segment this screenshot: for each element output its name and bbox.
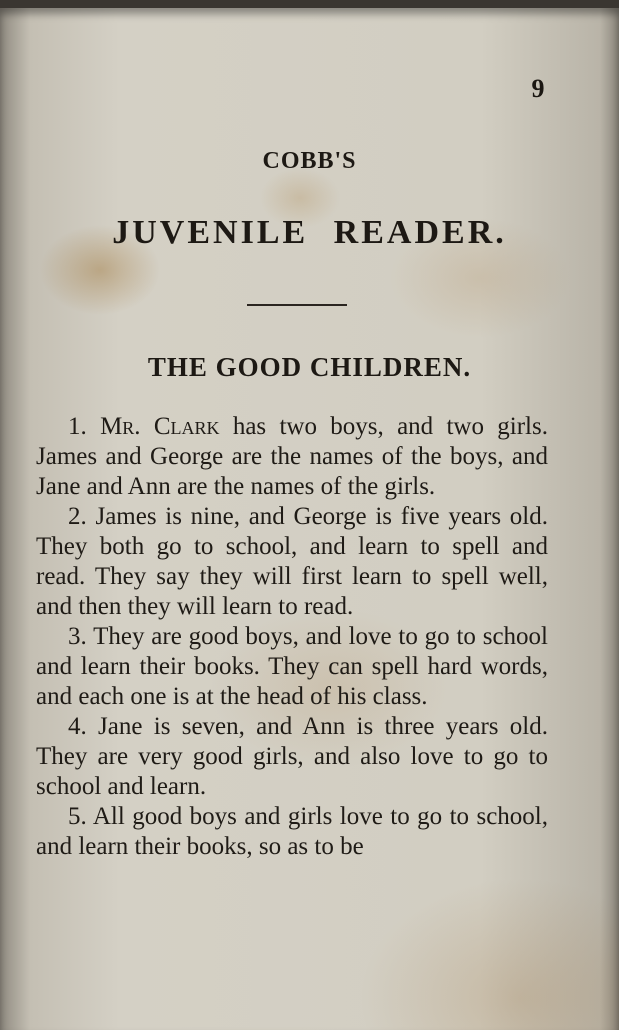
book-page: [0, 8, 619, 1030]
paragraph-number: 1.: [68, 413, 87, 440]
paragraph-number: 5.: [68, 803, 87, 830]
story-text: [36, 412, 548, 862]
title-divider: [247, 304, 347, 306]
paragraph: [36, 412, 548, 502]
paragraph: [36, 502, 548, 622]
paragraph: [36, 712, 548, 802]
paragraph: [36, 622, 548, 712]
paragraph-text: has two boys, and two girls. James and George are the names of the boys, and Jane and Ann are the names of the girls.: [36, 413, 548, 500]
paragraph-text: All good boys and girls love to go to school, and learn their books, so as to be: [36, 803, 548, 860]
section-heading: THE GOOD CHILDREN.: [147, 352, 472, 382]
paragraph-text: They are good boys, and love to go to school and learn their books. They can spell hard words, and each one is at the head of his class.: [36, 623, 548, 710]
paragraph-number: 4.: [68, 713, 87, 740]
book-title-publisher: COBB'S: [262, 148, 357, 174]
page-number: 9: [531, 74, 545, 103]
paragraph-text: Jane is seven, and Ann is three years old. They are very good girls, and also love to go to school and learn.: [36, 713, 548, 800]
paragraph-number: 2.: [68, 503, 87, 530]
book-title: JUVENILE READER.: [112, 214, 507, 251]
paragraph-text: James is nine, and George is five years old. They both go to school, and learn to spell and read. They say they will first learn to spell well, and then they will learn to read.: [36, 503, 548, 620]
paragraph: [36, 802, 548, 862]
paragraph-number: 3.: [68, 623, 87, 650]
character-name: Mr. Clark: [100, 413, 220, 440]
